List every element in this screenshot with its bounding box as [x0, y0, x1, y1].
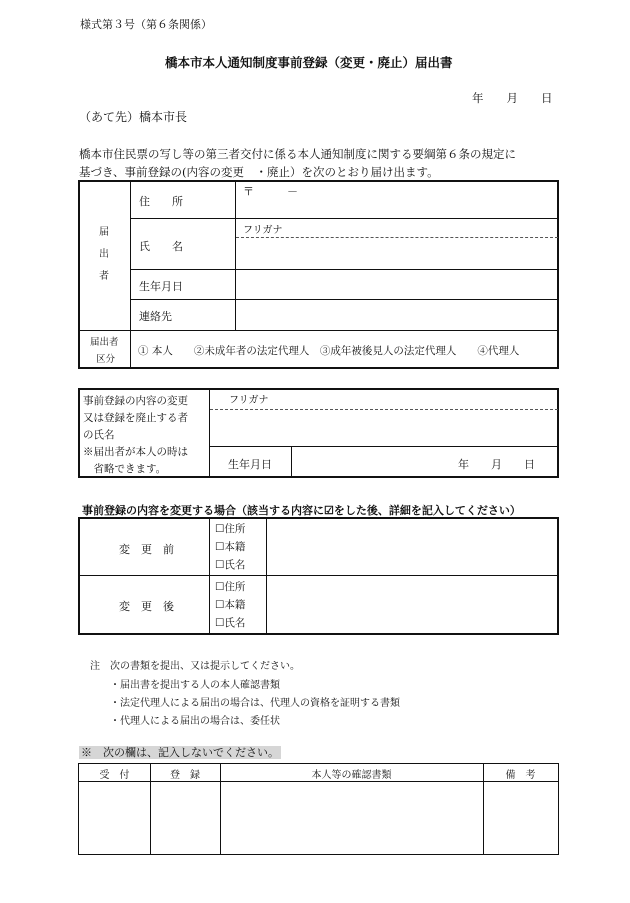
divider — [210, 446, 558, 447]
form-number: 様式第３号（第６条関係） — [80, 18, 212, 31]
furigana-divider — [236, 237, 558, 238]
office-col-registration: 登 録 — [170, 770, 200, 781]
office-notice — [79, 744, 281, 760]
category-label: 届出者 — [90, 337, 119, 348]
address-label: 住 所 — [139, 195, 183, 208]
divider — [291, 446, 292, 477]
section-char: 届 — [99, 227, 109, 238]
birthdate-label: 生年月日 — [139, 280, 183, 293]
notes-item: ・届出書を提出する人の本人確認書類 — [110, 680, 280, 691]
notes-intro: 注 次の書類を提出、又は提示してください。 — [90, 661, 300, 672]
after-address-checkbox[interactable] — [215, 579, 245, 594]
checkbox-label: 本籍 — [224, 599, 246, 611]
registrant-birthdate-label: 生年月日 — [228, 458, 272, 471]
office-col-reception: 受 付 — [99, 770, 130, 781]
checkbox-label: 氏名 — [224, 617, 246, 629]
postal-code-field[interactable]: 〒 － — [243, 185, 298, 198]
office-notice-text: ※ 次の欄は、記入しないでください。 — [81, 746, 279, 759]
checkbox-label: 住所 — [224, 581, 246, 593]
checkbox-icon: ☐ — [215, 599, 225, 611]
divider — [130, 181, 131, 330]
before-address-checkbox[interactable] — [215, 521, 245, 536]
section-char: 者 — [99, 271, 109, 282]
intro-line-1: 橋本市住民票の写し等の第三者交付に係る本人通知制度に関する要綱第６条の規定に — [79, 147, 516, 161]
registrant-birthdate-field[interactable]: 年 月 日 — [458, 458, 535, 471]
before-details-input[interactable] — [267, 518, 558, 574]
page-title: 橋本市本人通知制度事前登録（変更・廃止）届出書 — [165, 55, 453, 70]
after-domicile-checkbox[interactable] — [215, 597, 245, 612]
checkbox-icon: ☐ — [215, 581, 225, 593]
birthdate-input[interactable] — [236, 270, 558, 298]
registration-note-1: ※届出者が本人の時は — [83, 446, 188, 458]
before-label: 変 更 前 — [119, 543, 174, 556]
checkbox-icon: ☐ — [215, 617, 225, 629]
header-date: 年 月 日 — [472, 91, 553, 105]
contact-input[interactable] — [236, 300, 558, 329]
after-name-checkbox[interactable] — [215, 615, 245, 630]
contact-label: 連絡先 — [139, 310, 172, 323]
registration-note-2: 省略できます。 — [83, 463, 167, 475]
change-heading: 事前登録の内容を変更する場合（該当する内容に☑をした後、詳細を記入してください） — [82, 504, 521, 517]
intro-line-2: 基づき、事前登録の(内容の変更 ・廃止）を次のとおり届け出ます。 — [79, 165, 439, 179]
category-label-sub: 区分 — [96, 354, 116, 365]
checkbox-label: 住所 — [224, 523, 246, 535]
furigana-label: フリガナ — [243, 225, 283, 236]
before-domicile-checkbox[interactable] — [215, 539, 245, 554]
notes-item: ・代理人による届出の場合は、委任状 — [110, 716, 280, 727]
divider — [130, 218, 558, 219]
office-col-id-documents: 本人等の確認書類 — [311, 770, 392, 781]
checkbox-label: 氏名 — [224, 559, 246, 571]
registration-label-3: の氏名 — [83, 429, 115, 441]
divider — [79, 330, 558, 331]
section-char: 出 — [99, 249, 109, 260]
after-label: 変 更 後 — [119, 600, 174, 613]
name-label: 氏 名 — [139, 240, 183, 253]
divider — [130, 330, 131, 368]
notes-item: ・法定代理人による届出の場合は、代理人の資格を証明する書類 — [110, 698, 400, 709]
registration-label-2: 又は登録を廃止する者 — [83, 412, 188, 424]
applicant-section-label — [97, 222, 111, 288]
divider — [209, 518, 210, 634]
before-name-checkbox[interactable] — [215, 557, 245, 572]
checkbox-icon: ☐ — [215, 541, 225, 553]
registration-label-1: 事前登録の内容の変更 — [83, 395, 188, 407]
checkbox-label: 本籍 — [224, 541, 246, 553]
registrant-name-input[interactable] — [210, 410, 558, 445]
name-input[interactable] — [236, 239, 558, 268]
checkbox-icon: ☐ — [215, 523, 225, 535]
address-input[interactable] — [236, 195, 558, 217]
addressee: （あて先）橋本市長 — [79, 110, 188, 124]
furigana-label: フリガナ — [229, 395, 269, 406]
office-col-remarks: 備 考 — [505, 770, 536, 781]
after-details-input[interactable] — [267, 576, 558, 634]
category-options[interactable]: ① 本人 ②未成年者の法定代理人 ③成年被後見人の法定代理人 ④代理人 — [138, 345, 520, 357]
checkbox-icon: ☐ — [215, 559, 225, 571]
